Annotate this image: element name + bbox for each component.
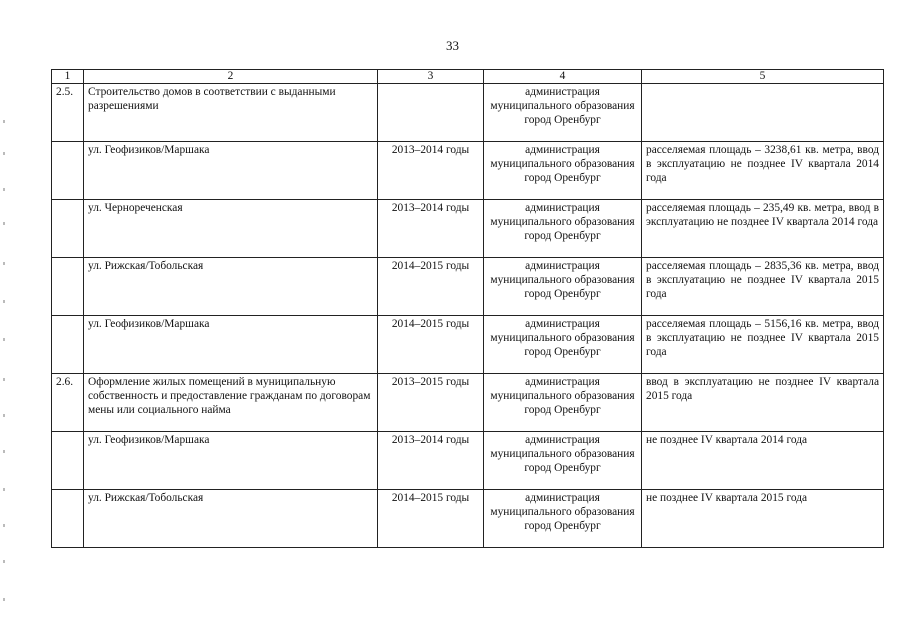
activity-name: ул. Геофизиков/Маршака [84, 142, 378, 200]
executor: администрация муниципального образования город Оренбург [484, 142, 642, 200]
table-row [52, 200, 884, 258]
expected-result [642, 84, 884, 142]
table-row [52, 84, 884, 142]
activity-name: Строительство домов в соответствии с выданными разрешениями [84, 84, 378, 142]
table-row [52, 316, 884, 374]
program-table [51, 69, 884, 548]
row-number [52, 142, 84, 200]
table-row [52, 374, 884, 432]
header-cell: 4 [484, 70, 642, 84]
header-cell: 5 [642, 70, 884, 84]
executor: администрация муниципального образования город Оренбург [484, 374, 642, 432]
expected-result: расселяемая площадь – 2835,36 кв. метра, ввод в эксплуатацию не позднее IV квартала 2015 года [642, 258, 884, 316]
header-cell: 3 [378, 70, 484, 84]
table-row [52, 490, 884, 548]
executor: администрация муниципального образования город Оренбург [484, 432, 642, 490]
expected-result: расселяемая площадь – 3238,61 кв. метра, ввод в эксплуатацию не позднее IV квартала 2014 года [642, 142, 884, 200]
period [378, 84, 484, 142]
period: 2013–2014 годы [378, 200, 484, 258]
table-row [52, 258, 884, 316]
header-cell: 1 [52, 70, 84, 84]
period: 2014–2015 годы [378, 316, 484, 374]
row-number [52, 490, 84, 548]
expected-result: ввод в эксплуатацию не позднее IV квартала 2015 года [642, 374, 884, 432]
period: 2013–2015 годы [378, 374, 484, 432]
activity-name: Оформление жилых помещений в муниципальную собственность и предоставление гражданам по договорам мены или социального найма [84, 374, 378, 432]
period: 2014–2015 годы [378, 258, 484, 316]
executor: администрация муниципального образования город Оренбург [484, 84, 642, 142]
row-number [52, 258, 84, 316]
activity-name: ул. Геофизиков/Маршака [84, 316, 378, 374]
header-row [52, 70, 884, 84]
row-number [52, 432, 84, 490]
row-number [52, 316, 84, 374]
activity-name: ул. Рижская/Тобольская [84, 490, 378, 548]
expected-result: расселяемая площадь – 235,49 кв. метра, ввод в эксплуатацию не позднее IV квартала 2014 года [642, 200, 884, 258]
period: 2014–2015 годы [378, 490, 484, 548]
row-number: 2.6. [52, 374, 84, 432]
executor: администрация муниципального образования город Оренбург [484, 490, 642, 548]
activity-name: ул. Геофизиков/Маршака [84, 432, 378, 490]
activity-name: ул. Рижская/Тобольская [84, 258, 378, 316]
period: 2013–2014 годы [378, 432, 484, 490]
period: 2013–2014 годы [378, 142, 484, 200]
expected-result: не позднее IV квартала 2014 года [642, 432, 884, 490]
activity-name: ул. Чернореченская [84, 200, 378, 258]
page-number: 33 [446, 38, 459, 53]
executor: администрация муниципального образования город Оренбург [484, 200, 642, 258]
expected-result: расселяемая площадь – 5156,16 кв. метра, ввод в эксплуатацию не позднее IV квартала 2015 года [642, 316, 884, 374]
table-row [52, 432, 884, 490]
margin-marks [3, 0, 7, 640]
expected-result: не позднее IV квартала 2015 года [642, 490, 884, 548]
executor: администрация муниципального образования город Оренбург [484, 316, 642, 374]
row-number [52, 200, 84, 258]
executor: администрация муниципального образования город Оренбург [484, 258, 642, 316]
table-row [52, 142, 884, 200]
row-number: 2.5. [52, 84, 84, 142]
header-cell: 2 [84, 70, 378, 84]
